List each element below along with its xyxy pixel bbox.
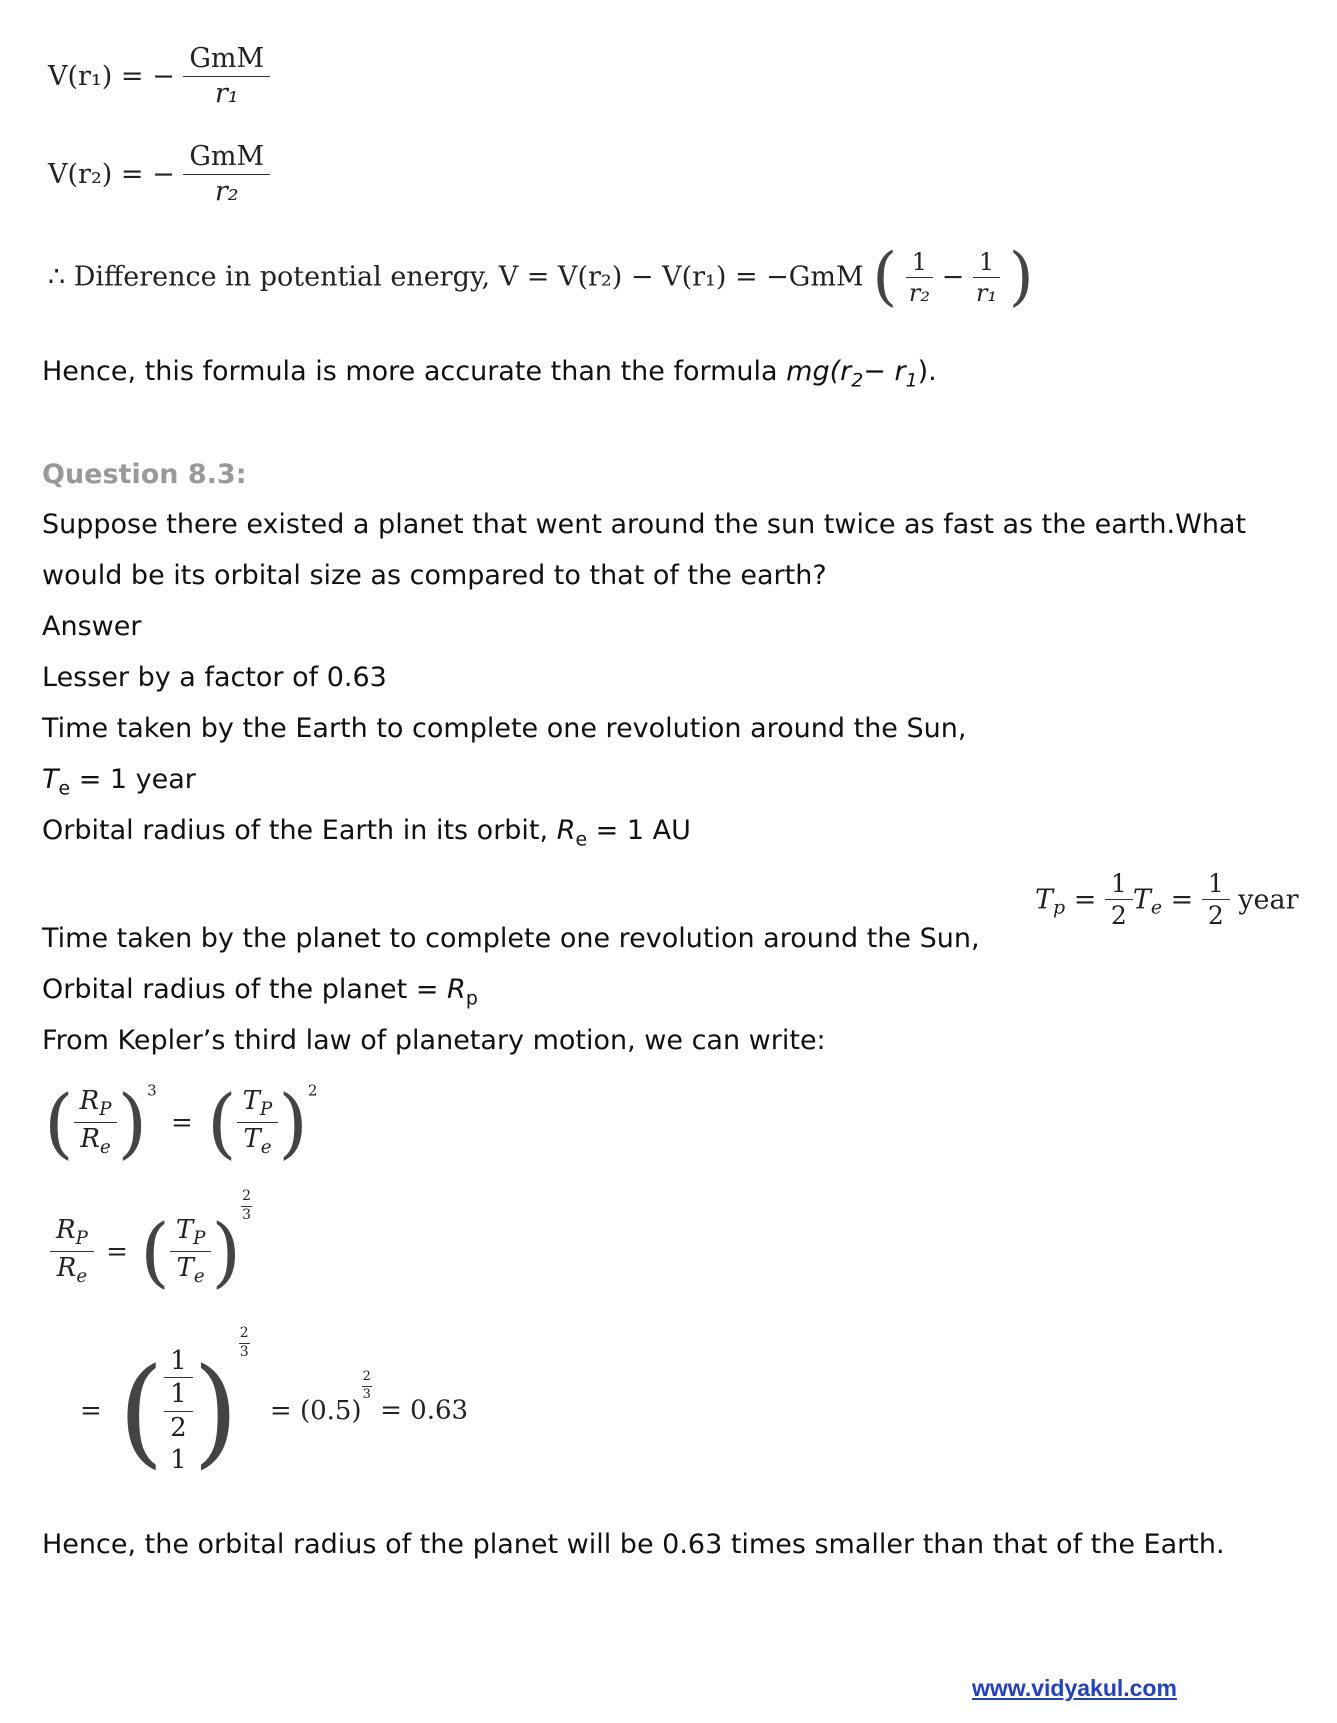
k3-result: = (0.5) bbox=[269, 1395, 362, 1426]
k1-exp-r: 2 bbox=[307, 1081, 318, 1100]
footer-link[interactable]: www.vidyakul.com bbox=[972, 1675, 1177, 1701]
tp-mid-sub: e bbox=[1150, 896, 1163, 919]
v-r1-numerator: GmM bbox=[183, 42, 270, 77]
v-r2-numerator: GmM bbox=[183, 140, 270, 175]
tp-f1-num: 1 bbox=[1105, 868, 1133, 900]
k3-half-den: 2 bbox=[170, 1412, 187, 1443]
v-r2-fraction bbox=[183, 140, 270, 209]
hence-close: ). bbox=[917, 356, 937, 387]
answer-label: Answer bbox=[42, 611, 142, 642]
hence-sub-1: 1 bbox=[905, 369, 918, 392]
re-value: = 1 AU bbox=[587, 815, 691, 846]
k3-inner-bottom: 1 bbox=[170, 1445, 187, 1475]
hence-dash: − r bbox=[863, 356, 906, 387]
k2-num-r: $T_P$ bbox=[170, 1214, 212, 1252]
tp-eq2: = bbox=[1162, 884, 1202, 916]
planet-radius-line bbox=[42, 973, 478, 1015]
v-r1-denominator: r₁ bbox=[214, 77, 239, 109]
k3-half-num: 1 bbox=[164, 1378, 193, 1412]
tp-f2-den: 2 bbox=[1207, 901, 1224, 931]
kepler-equation-2 bbox=[50, 1188, 252, 1296]
re-symbol: R bbox=[556, 815, 576, 846]
k1-left-fraction bbox=[74, 1085, 118, 1160]
k3-inner bbox=[164, 1345, 193, 1477]
te-sub: e bbox=[58, 777, 71, 800]
k2-exponent: $\frac{2}{3}$ bbox=[242, 1188, 251, 1223]
left-paren: ( bbox=[872, 240, 898, 314]
tp-unit: year bbox=[1229, 884, 1299, 916]
tp-eq1: = bbox=[1065, 884, 1105, 916]
equation-v-r1 bbox=[48, 42, 270, 111]
rp-sub: p bbox=[465, 987, 478, 1010]
tp-lhs-sub: p bbox=[1053, 896, 1066, 919]
hence-sub-2: 2 bbox=[851, 369, 864, 392]
question-line-2: would be its orbital size as compared to that of the earth? bbox=[42, 560, 827, 591]
hence-accuracy-text bbox=[42, 355, 937, 397]
difference-expression: V = V(r₂) − V(r₁) = −GmM bbox=[498, 261, 864, 293]
right-paren: ) bbox=[1008, 240, 1034, 314]
answer-value: Lesser by a factor of 0.63 bbox=[42, 662, 387, 693]
earth-radius-text: Orbital radius of the Earth in its orbit, bbox=[42, 815, 557, 846]
earth-time-text: Time taken by the Earth to complete one revolution around the Sun, bbox=[42, 713, 967, 744]
k1-right-paren-2: ) bbox=[278, 1078, 308, 1167]
k1-right-paren: ) bbox=[117, 1078, 148, 1167]
k3-equals: = bbox=[80, 1395, 102, 1426]
k1-num-l: $R_P$ bbox=[74, 1085, 118, 1123]
te-symbol: T bbox=[42, 764, 59, 795]
difference-prefix: ∴ Difference in potential energy, bbox=[48, 261, 499, 293]
te-value: = 1 year bbox=[70, 764, 196, 795]
difference-fraction-1 bbox=[906, 247, 933, 308]
k1-right-fraction bbox=[237, 1085, 279, 1160]
planet-radius-text: Orbital radius of the planet = bbox=[42, 974, 448, 1005]
re-sub: e bbox=[575, 828, 588, 851]
planet-time-text: Time taken by the planet to complete one revolution around the Sun, bbox=[42, 923, 980, 954]
k2-left-paren: ( bbox=[140, 1207, 170, 1296]
equation-potential-difference bbox=[48, 240, 1034, 314]
k2-left-fraction bbox=[50, 1214, 94, 1289]
kepler-equation-1 bbox=[44, 1078, 317, 1167]
k3-inner-top: 1 bbox=[164, 1345, 193, 1379]
k3-right-paren: ) bbox=[192, 1341, 239, 1480]
tp-fraction-1 bbox=[1105, 868, 1133, 932]
k2-right-fraction bbox=[170, 1214, 212, 1289]
fraction-2-denominator: r₁ bbox=[975, 278, 998, 307]
te-value-line bbox=[42, 763, 196, 805]
earth-radius-line bbox=[42, 814, 691, 856]
question-title: Question 8.3: bbox=[42, 459, 247, 490]
tp-f2-num: 1 bbox=[1202, 868, 1230, 900]
v-r2-lhs: V(r₂) = − bbox=[48, 158, 175, 190]
difference-fraction-2 bbox=[973, 247, 1000, 308]
kepler-equation-3 bbox=[80, 1325, 468, 1480]
fraction-1-denominator: r₂ bbox=[908, 278, 930, 307]
question-line-1: Suppose there existed a planet that went around the sun twice as fast as the earth.What bbox=[42, 509, 1247, 540]
rp-symbol: R bbox=[447, 974, 466, 1005]
fraction-2-numerator: 1 bbox=[973, 247, 1000, 278]
k2-equals: = bbox=[106, 1236, 128, 1267]
k1-num-r: $T_P$ bbox=[237, 1085, 279, 1123]
tp-f1-den: 2 bbox=[1110, 901, 1127, 931]
conclusion-text: Hence, the orbital radius of the planet will be 0.63 times smaller than that of the Earth. bbox=[42, 1529, 1225, 1560]
k1-equals: = bbox=[170, 1107, 193, 1138]
k3-half-fraction bbox=[164, 1378, 193, 1444]
hence-formula: mg(r bbox=[786, 356, 852, 387]
k3-exponent: $\frac{2}{3}$ bbox=[239, 1325, 249, 1360]
tp-lhs: T bbox=[1035, 884, 1054, 916]
fraction-1-numerator: 1 bbox=[906, 247, 933, 278]
v-r1-lhs: V(r₁) = − bbox=[48, 60, 175, 92]
tp-mid: T bbox=[1132, 884, 1151, 916]
k1-left-paren-2: ( bbox=[207, 1078, 237, 1167]
k2-num-l: $R_P$ bbox=[50, 1214, 94, 1252]
k2-right-paren: ) bbox=[211, 1207, 242, 1296]
kepler-text: From Kepler’s third law of planetary motion, we can write: bbox=[42, 1025, 826, 1056]
k3-left-paren: ( bbox=[118, 1341, 165, 1480]
k3-inner-mid bbox=[164, 1378, 193, 1444]
k2-den-r: $T_e$ bbox=[176, 1253, 205, 1288]
hence-text: Hence, this formula is more accurate than the formula bbox=[42, 356, 787, 387]
k1-left-paren: ( bbox=[44, 1078, 74, 1167]
tp-fraction-2 bbox=[1202, 868, 1230, 932]
k1-exp-l: 3 bbox=[147, 1081, 157, 1100]
k3-final: = 0.63 bbox=[371, 1395, 469, 1426]
k2-den-l: $R_e$ bbox=[56, 1253, 88, 1288]
v-r1-fraction bbox=[183, 42, 270, 111]
k3-result-exponent: $\frac{2}{3}$ bbox=[362, 1369, 371, 1402]
difference-minus: − bbox=[941, 261, 965, 293]
v-r2-denominator: r₂ bbox=[214, 175, 239, 207]
equation-tp bbox=[1035, 868, 1299, 932]
equation-v-r2 bbox=[48, 140, 270, 209]
k1-den-l: $R_e$ bbox=[80, 1124, 111, 1159]
k1-den-r: $T_e$ bbox=[243, 1124, 272, 1159]
